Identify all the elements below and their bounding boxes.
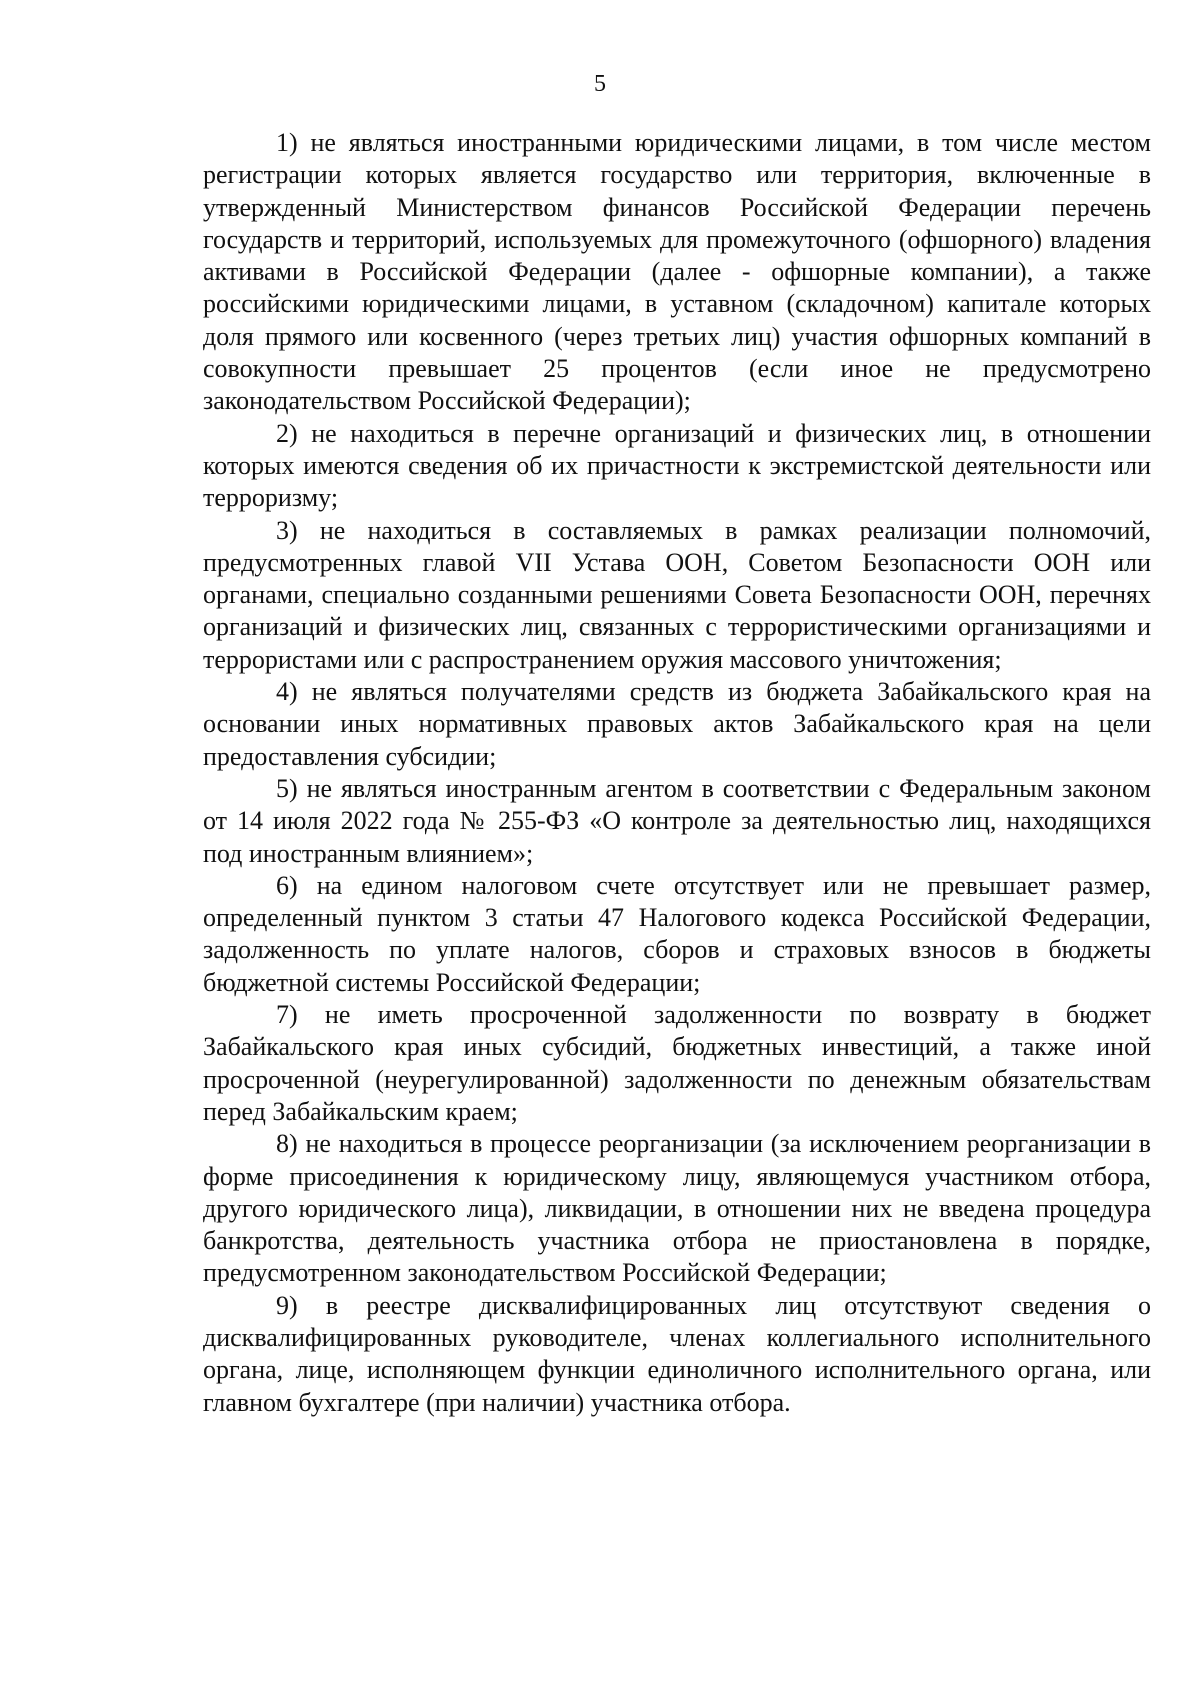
paragraph-item-8: 8) не находиться в процессе реорганизации (за исключением реорганизации в форме присоединения к юридическому лицу, являющемуся участником отбора, другого юридического лица), ликвидации, в отношении них не введена процедура банкротства, деятельность участника отбора не приостановлена в порядке, предусмотренном законодательством Российской Федерации; [203,1129,1151,1288]
paragraph-item-9: 9) в реестре дисквалифицированных лиц отсутствуют сведения о дисквалифицированных руководителе, членах коллегиального исполнительного органа, лице, исполняющем функции единоличного исполнительного органа, или главном бухгалтере (при наличии) участника отбора. [203,1290,1151,1417]
paragraph-item-2: 2) не находиться в перечне организаций и физических лиц, в отношении которых имеются сведения об их причастности к экстремистской деятельности или терроризму; [203,418,1151,513]
paragraph-item-4: 4) не являться получателями средств из бюджета Забайкальского края на основании иных нормативных правовых актов Забайкальского края на цели предоставления субсидии; [203,677,1151,771]
paragraph-item-7: 7) не иметь просроченной задолженности по возврату в бюджет Забайкальского края иных субсидий, бюджетных инвестиций, а также иной просроченной (неурегулированной) задолженности по денежным обязательствам перед Забайкальским краем; [203,1000,1151,1126]
document-body [203,127,1151,1419]
page-number: 5 [594,71,606,97]
paragraph-item-5: 5) не являться иностранным агентом в соответствии с Федеральным законом от 14 июля 2022 года № 255-ФЗ «О контроле за деятельностью лиц, находящихся под иностранным влиянием»; [203,773,1151,868]
paragraph-item-1: 1) не являться иностранными юридическими лицами, в том числе местом регистрации которых является государство или территория, включенные в утвержденный Министерством финансов Российской Федерации перечень государств и территорий, используемых для промежуточного (офшорного) владения активами в Российской Федерации (далее - офшорные компании), а также российскими юридическими лицами, в уставном (складочном) капитале которых доля прямого или косвенного (через третьих лиц) участия офшорных компаний в совокупности превышает 25 процентов (если иное не предусмотрено законодательством Российской Федерации); [203,128,1151,416]
paragraph-item-3: 3) не находиться в составляемых в рамках реализации полномочий, предусмотренных главой VII Устава ООН, Советом Безопасности ООН или органами, специально созданными решениями Совета Безопасности ООН, перечнях организаций и физических лиц, связанных с террористическими организациями и террористами или с распространением оружия массового уничтожения; [203,515,1151,674]
paragraph-item-6: 6) на едином налоговом счете отсутствует или не превышает размер, определенный пунктом 3 статьи 47 Налогового кодекса Российской Федерации, задолженность по уплате налогов, сборов и страховых взносов в бюджеты бюджетной системы Российской Федерации; [203,870,1151,997]
